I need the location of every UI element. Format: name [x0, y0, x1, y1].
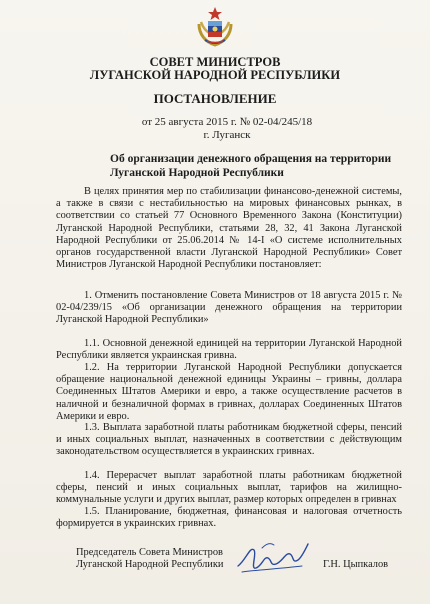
- clause-1-2: 1.2. На территории Луганской Народной Республики допускается обращение национальной денежной единицы Украины – гривны, доллара Соединенных Штатов Америки и евро, а также осуществление расчетов в наличной и безналичной формах в гривнах, долларах Соединенных Штатов Америки и евро.: [56, 362, 402, 422]
- document-title: Об организации денежного обращения на территории Луганской Народной Республики: [110, 153, 392, 179]
- signatory-position: [76, 547, 223, 571]
- coat-of-arms-emblem: [191, 4, 239, 48]
- signatory-position-line-1: Председатель Совета Министров: [76, 547, 223, 558]
- clause-1-1: 1.1. Основной денежной единицей на территории Луганской Народной Республики является украинская гривна.: [56, 338, 402, 362]
- clause-1-3: 1.3. Выплата заработной платы работникам бюджетной сферы, пенсий и иных социальных выплат, назначенных в соответствии с действующим законодательством осуществляется в украинских гривнах.: [56, 422, 402, 458]
- handwritten-signature: [232, 536, 312, 580]
- document-type: ПОСТАНОВЛЕНИЕ: [153, 91, 277, 106]
- signatory-name: Г.Н. Цыпкалов: [323, 559, 389, 570]
- signatory-position-line-2: Луганской Народной Республики: [76, 559, 224, 571]
- clause-1: 1. Отменить постановление Совета Министров от 18 августа 2015 г. № 02-04/239/15 «Об организации денежного обращения на территории Луганской Народной Республики»: [56, 290, 402, 326]
- header-line-2: ЛУГАНСКОЙ НАРОДНОЙ РЕСПУБЛИКИ: [89, 68, 341, 82]
- document-date-number: от 25 августа 2015 г. № 02-04/245/18: [141, 116, 313, 128]
- document-place: г. Луганск: [203, 129, 251, 141]
- intro-paragraph: В целях принятия мер по стабилизации финансово-денежной системы, а также в связи с нестабильностью на мировых финансовых рынках, в соответствии со статьей 77 Основного Временного Закона (Конституции) Луганской Народной Республики, статьями 28, 32, 41 Закона Луганской Народной Республики от 25.06.2014 № 14-І «О системе исполнительных органов государственной власти Луганской Народной Республики» Совет Министров Луганской Народной Республики постановляет:: [56, 186, 402, 271]
- header-line-1: СОВЕТ МИНИСТРОВ: [149, 55, 281, 69]
- clause-1-5: 1.5. Планирование, бюджетная, финансовая и налоговая отчетность формируется в украинских гривнах.: [56, 506, 402, 530]
- clause-1-4: 1.4. Перерасчет выплат заработной платы работникам бюджетной сферы, пенсий и иных социальных выплат, тарифов на жилищно-коммунальные услуги и других выплат, размер которых определен в гривнах: [56, 470, 402, 506]
